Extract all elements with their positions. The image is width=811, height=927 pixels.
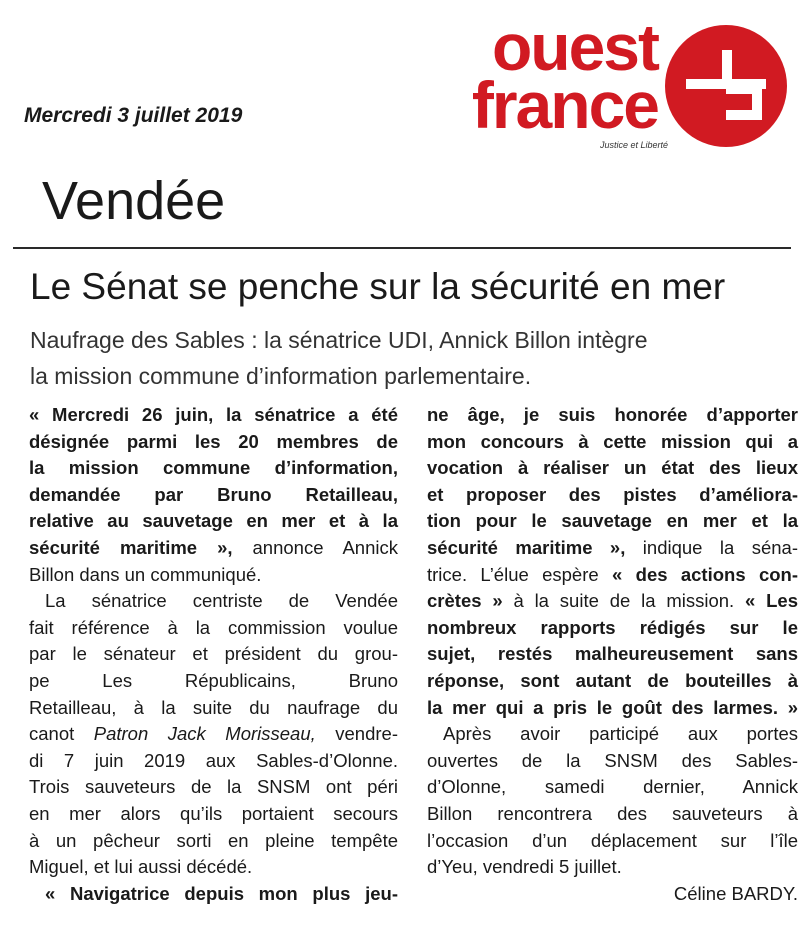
text-line: Billon dans un communiqué. bbox=[29, 563, 262, 585]
section-divider bbox=[13, 247, 791, 249]
text-line: en mer alors qu’ils portaient secours bbox=[29, 802, 398, 824]
text-line: d’Olonne, samedi dernier, Annick bbox=[427, 776, 798, 798]
subhead-line: Naufrage des Sables : la sénatrice UDI, Annick Billon intègre bbox=[30, 327, 648, 353]
text-line: et proposer des pistes d’améliora- bbox=[427, 483, 798, 505]
text-line: di 7 juin 2019 aux Sables-d’Olonne. bbox=[29, 749, 398, 771]
text-line: Trois sauveteurs de la SNSM ont péri bbox=[29, 776, 398, 798]
text-line: pe Les Républicains, Bruno bbox=[29, 669, 398, 691]
text-line: à un pêcheur sorti en pleine tempête bbox=[29, 829, 398, 851]
ouest-france-logo bbox=[440, 8, 800, 158]
text-line: sujet, restés malheureusement sans bbox=[427, 643, 798, 665]
text-line: mon concours à cette mission qui a bbox=[427, 430, 798, 452]
article-author: Céline BARDY. bbox=[673, 882, 798, 904]
quote-text: « Les bbox=[745, 590, 798, 612]
text-line: Billon rencontrera des sauveteurs à bbox=[427, 802, 798, 824]
article-subhead bbox=[30, 322, 790, 394]
body-text: vendre- bbox=[315, 723, 398, 745]
text-line: La sénatrice centriste de Vendée bbox=[45, 590, 398, 612]
text-line: désignée parmi les 20 membres de bbox=[29, 430, 398, 452]
logo-tagline: Justice et Liberté bbox=[600, 140, 669, 150]
text-line: réponse, sont autant de bouteilles à bbox=[427, 669, 798, 691]
subhead-line: la mission commune d’information parlementaire. bbox=[30, 363, 532, 389]
body-text: annonce Annick bbox=[232, 536, 398, 558]
article-headline: Le Sénat se penche sur la sécurité en mer bbox=[30, 266, 726, 307]
article-column-right bbox=[427, 402, 798, 907]
text-line: ne âge, je suis honorée d’apporter bbox=[427, 404, 798, 425]
section-title: Vendée bbox=[42, 171, 226, 231]
text-line: tion pour le sauvetage en mer et la bbox=[427, 510, 798, 532]
text-line: « Mercredi 26 juin, la sénatrice a été bbox=[29, 404, 398, 425]
quote-text: sécurité maritime », bbox=[427, 536, 626, 558]
text-line: Après avoir participé aux portes bbox=[443, 723, 798, 745]
text-line: la mission commune d’information, bbox=[29, 457, 398, 479]
boat-name: Patron Jack Morisseau, bbox=[93, 723, 316, 745]
quote-text: « des actions con- bbox=[612, 563, 798, 585]
quote-text: crètes » bbox=[427, 590, 503, 612]
quote-text: sécurité maritime », bbox=[29, 536, 233, 558]
text-line bbox=[29, 535, 398, 562]
logo-mark-icon bbox=[664, 24, 788, 148]
text-line: nombreux rapports rédigés sur le bbox=[427, 616, 798, 638]
text-line bbox=[427, 562, 798, 589]
text-line: vocation à réaliser un état des lieux bbox=[427, 457, 798, 479]
text-line: la mer qui a pris le goût des larmes. » bbox=[427, 696, 798, 718]
text-line: Retailleau, à la suite du naufrage du bbox=[29, 696, 398, 718]
body-text: à la suite de la mission. bbox=[502, 590, 745, 612]
text-line bbox=[29, 721, 398, 748]
publication-date: Mercredi 3 juillet 2019 bbox=[24, 104, 243, 127]
body-text: canot bbox=[29, 723, 94, 745]
text-line: Miguel, et lui aussi décédé. bbox=[29, 856, 253, 878]
text-line: d’Yeu, vendredi 5 juillet. bbox=[427, 856, 622, 878]
logo-word-france: france bbox=[471, 68, 658, 142]
text-line: l’occasion d’un déplacement sur l’île bbox=[427, 829, 798, 851]
body-text: trice. L’élue espère bbox=[427, 563, 613, 585]
text-line bbox=[427, 535, 798, 562]
logo-word-ouest: ouest bbox=[491, 10, 658, 84]
body-text: indique la séna- bbox=[625, 536, 799, 558]
text-line: demandée par Bruno Retailleau, bbox=[29, 483, 398, 505]
text-line: par le sénateur et président du grou- bbox=[29, 643, 398, 665]
text-line: « Navigatrice depuis mon plus jeu- bbox=[45, 882, 398, 904]
article-column-left bbox=[29, 402, 398, 907]
text-line: relative au sauvetage en mer et à la bbox=[29, 510, 398, 532]
text-line: ouvertes de la SNSM des Sables- bbox=[427, 749, 798, 771]
text-line bbox=[427, 588, 798, 615]
text-line: fait référence à la commission voulue bbox=[29, 616, 398, 638]
